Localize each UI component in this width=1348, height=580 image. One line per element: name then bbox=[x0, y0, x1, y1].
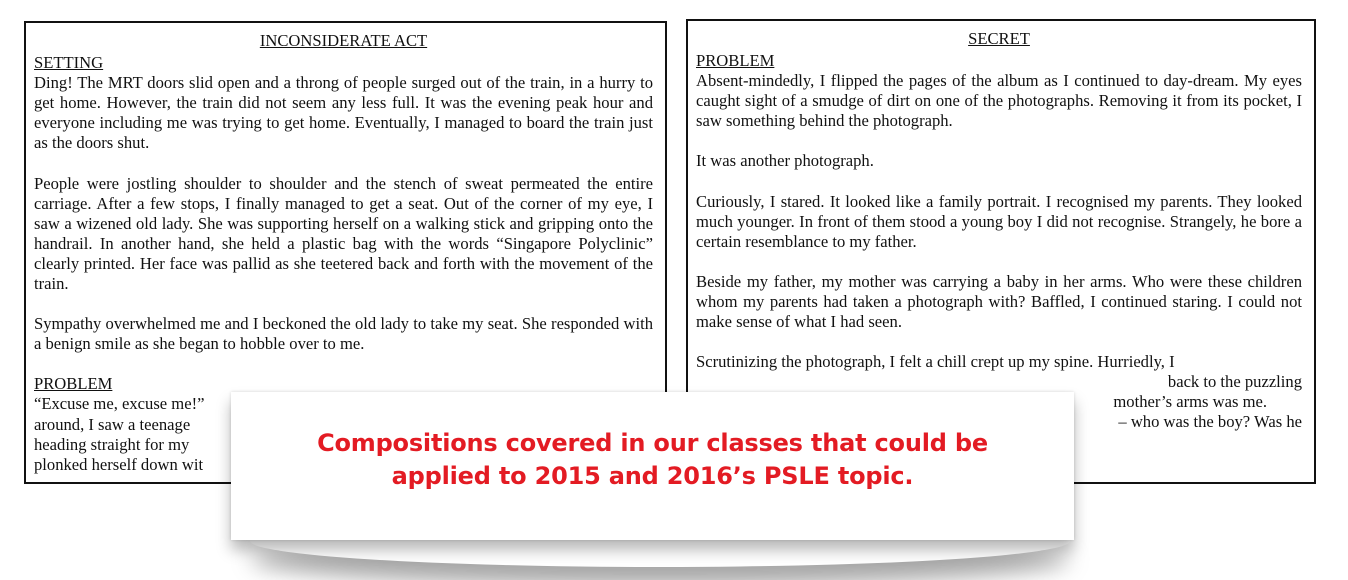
paragraph: Beside my father, my mother was carrying a baby in her arms. Who were these children whom my parents had taken a photograph with? Baffled, I continued staring. I could not make sense of what I had seen. bbox=[696, 271, 1302, 332]
paragraph-line: mother’s arms was me. bbox=[1113, 392, 1267, 412]
problem-line: heading straight for my bbox=[34, 434, 190, 454]
paragraph: People were jostling shoulder to shoulder and the stench of sweat permeated the entire carriage. After a few stops, I finally managed to get a seat. Out of the corner of my eye, I saw a wizened old lady. She was supporting herself on a walking stick and gripping onto the handrail. In another hand, she held a plastic bag with the words “Singapore Polyclinic” clearly printed. Her face was pallid as she teetered back and forth with the movement of the train. bbox=[34, 173, 653, 294]
paragraph: Ding! The MRT doors slid open and a throng of people surged out of the train, in a hurry to get home. However, the train did not seem any less full. It was the evening peak hour and everyone including me was trying to get home. Eventually, I managed to board the train just as the doors shut. bbox=[34, 73, 653, 153]
paragraph: It was another photograph. bbox=[696, 151, 874, 171]
paragraph: Sympathy overwhelmed me and I beckoned the old lady to take my seat. She responded with a benign smile as she began to hobble over to me. bbox=[34, 314, 653, 354]
paragraph: Curiously, I stared. It looked like a family portrait. I recognised my parents. They looked much younger. In front of them stood a young boy I did not recognise. Strangely, he bore a certain resemblance to my father. bbox=[696, 191, 1302, 251]
problem-line: around, I saw a teenage bbox=[34, 414, 191, 434]
paragraph-line: – who was the boy? Was he bbox=[1118, 412, 1302, 432]
problem-line: plonked herself down wit bbox=[34, 454, 204, 474]
section-heading-problem: PROBLEM bbox=[34, 374, 113, 394]
paragraph-line: Scrutinizing the photograph, I felt a chill crept up my spine. Hurriedly, I bbox=[696, 352, 1175, 372]
problem-line: “Excuse me, excuse me!” bbox=[34, 394, 205, 414]
doc-title: SECRET bbox=[968, 29, 1030, 48]
paragraph-line: back to the puzzling bbox=[1167, 372, 1302, 392]
caption-text: Compositions covered in our classes that could be applied to 2015 and 2016’s PSLE topic. bbox=[317, 429, 988, 490]
doc-title: INCONSIDERATE ACT bbox=[259, 31, 428, 50]
section-heading-problem: PROBLEM bbox=[696, 51, 775, 71]
paragraph: Absent-mindedly, I flipped the pages of the album as I continued to day-dream. My eyes caught sight of a smudge of dirt on one of the photographs. Removing it from its pocket, I saw something behind the photograph. bbox=[696, 71, 1302, 131]
caption-banner bbox=[231, 392, 1074, 540]
section-heading-setting: SETTING bbox=[34, 53, 104, 73]
